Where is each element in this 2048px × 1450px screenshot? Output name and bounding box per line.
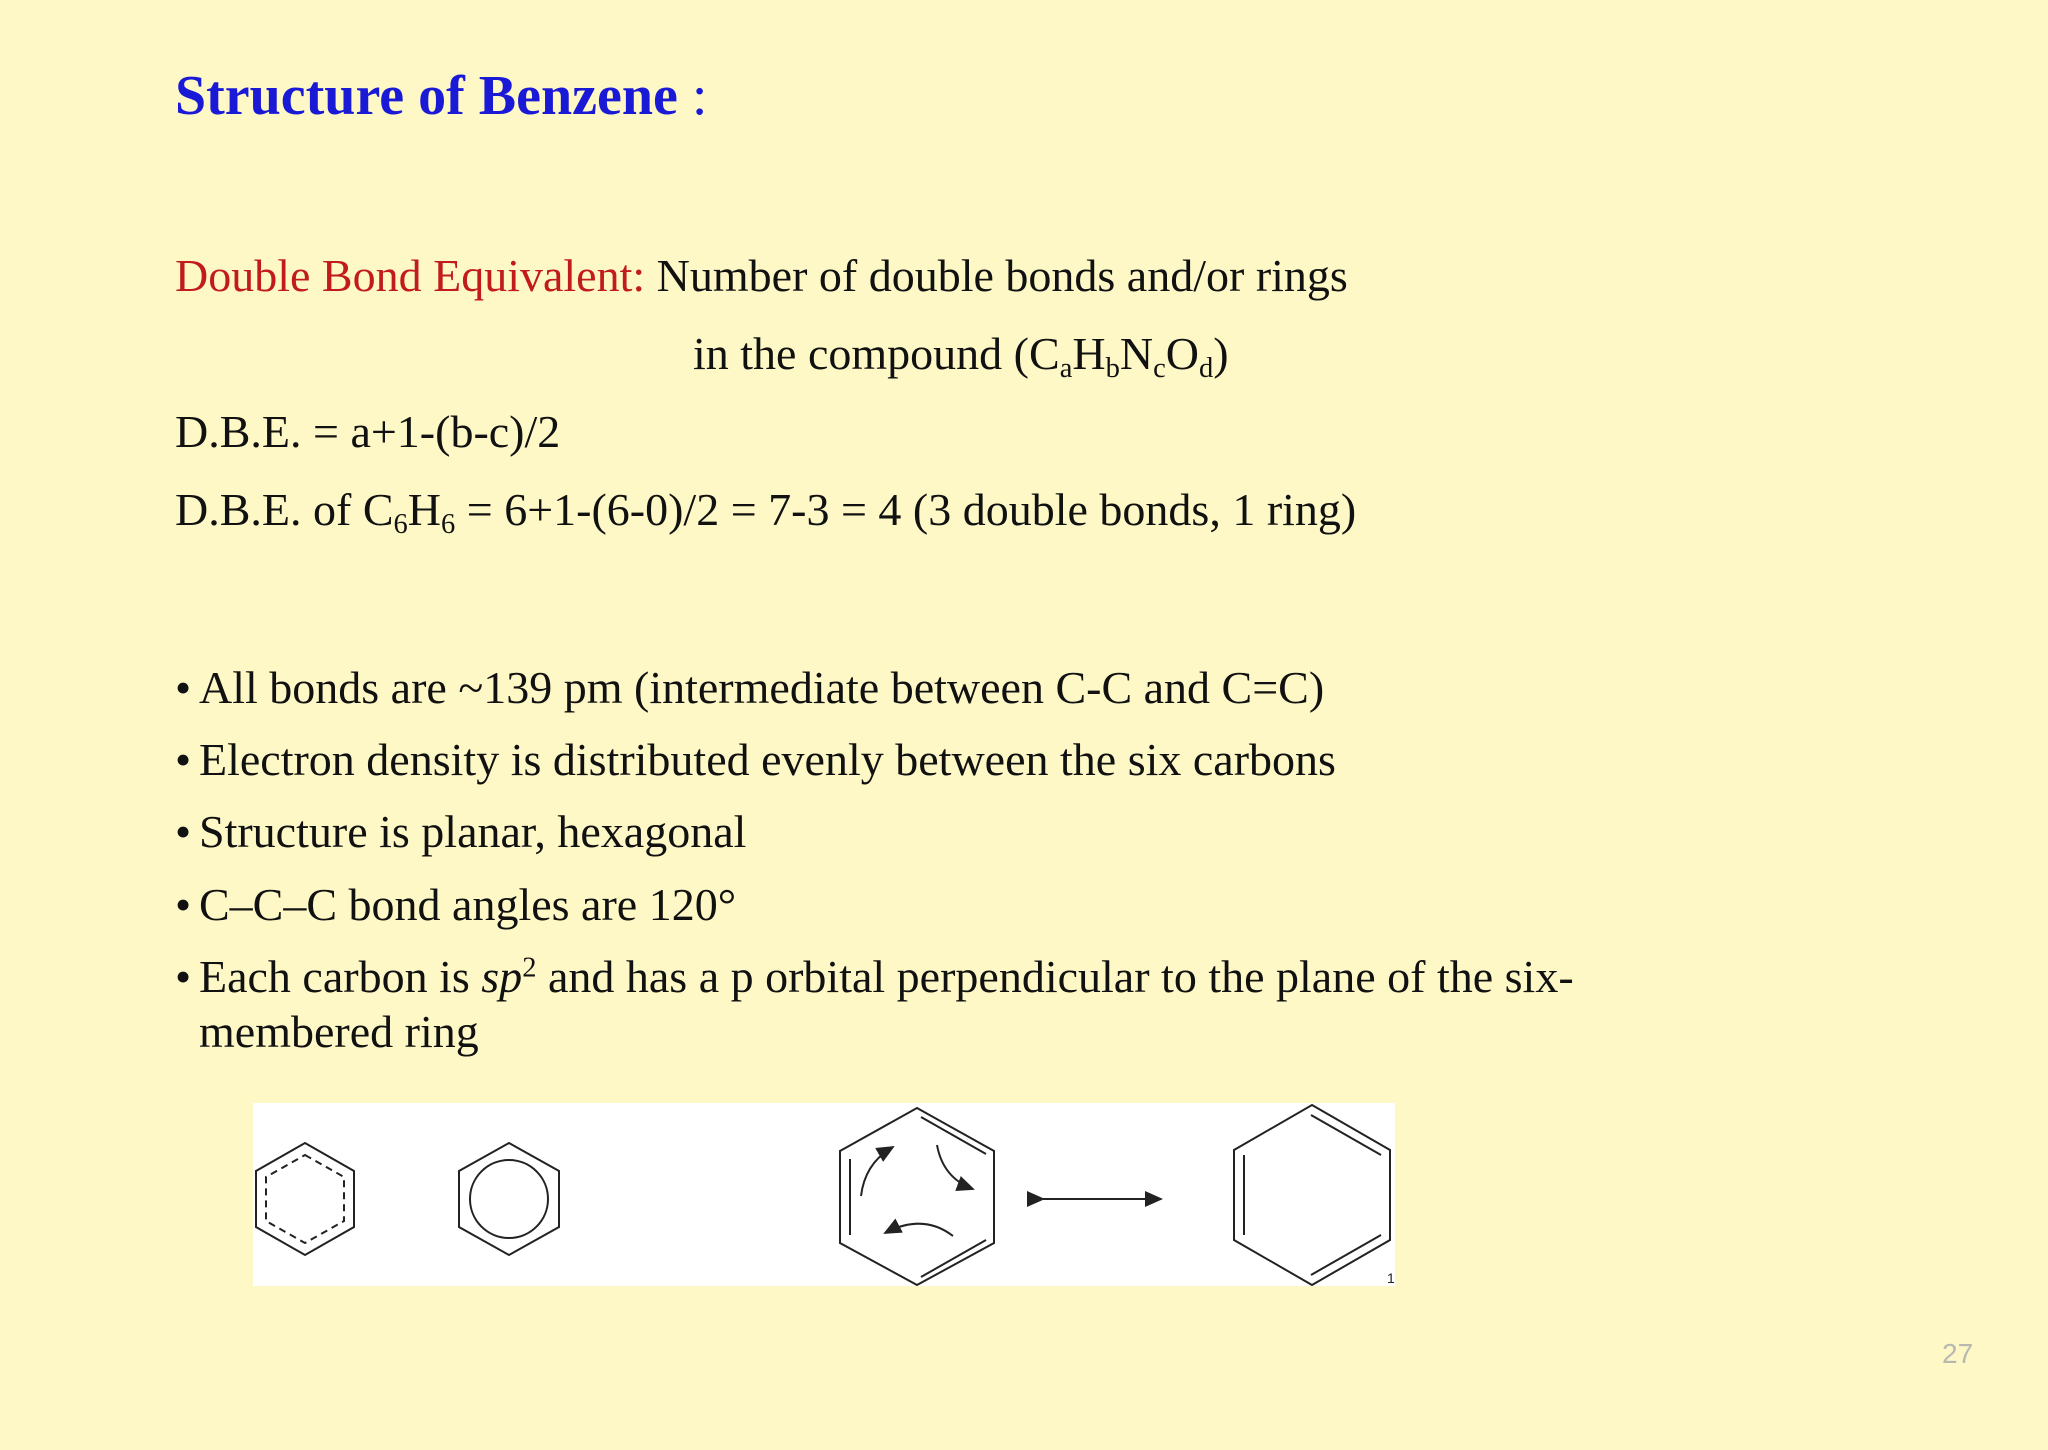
formula-n: N [1119,328,1154,379]
bullet5-post: and has a p orbital perpendicular to the plane of the six-membered ring [199,950,1574,1057]
bullet-dot: • [175,806,192,858]
slide-title [175,66,707,128]
page-number: 27 [1942,1338,1974,1369]
benzene-structures-figure [253,1103,1395,1286]
bullet-dot: • [175,662,192,713]
formula-h: H [1072,328,1106,379]
dbe-benzene-rest: = 6+1-(6-0)/2 = 7-3 = 4 (3 double bonds, 1 ring) [455,484,1357,535]
dbe-benzene-prefix: D.B.E. of C [175,484,394,535]
dbe-benzene-sub1: 6 [393,508,408,540]
list-item [175,877,1735,932]
list-item [175,732,1735,787]
benzene-circle-icon [459,1143,559,1255]
slide-title-colon: : [677,65,708,127]
bullet5-sup: 2 [522,952,537,984]
kekule-benzene-icon [1234,1105,1390,1285]
benzene-structures-svg [253,1103,1395,1286]
dbe-benzene-line [175,482,1357,540]
benzene-dashed-icon [256,1143,354,1255]
bullet-list [175,660,1735,1076]
benzene-resonance-arrows-icon [840,1108,994,1285]
bullet-text: Structure is planar, hexagonal [199,806,747,858]
list-item [175,804,1735,859]
formula-h-sub: b [1105,352,1120,384]
dbe-definition-cont: in the compound ( [693,328,1029,379]
dbe-label: Double Bond Equivalent: [175,250,646,301]
bullet-dot: • [175,878,192,930]
formula-n-sub: c [1153,352,1166,384]
dbe-definition-line [175,248,1348,303]
formula-o: O [1165,328,1199,379]
bullet5-pre: Each carbon is [199,950,482,1002]
bullet-text: C–C–C bond angles are 120° [199,878,737,930]
bullet-dot: • [175,734,192,786]
formula-c: C [1029,328,1060,379]
formula-c-sub: a [1059,352,1073,384]
list-item [175,660,1735,715]
dbe-benzene-sub2: 6 [441,508,456,540]
bullet-dot: • [175,950,192,1002]
dbe-formula: D.B.E. = a+1-(b-c)/2 [175,406,561,457]
formula-o-sub: d [1199,352,1214,384]
dbe-definition-continuation [693,326,1229,384]
slide-title-text: Structure of Benzene [175,65,678,127]
list-item [175,949,1735,1059]
dbe-benzene-h: H [407,484,441,535]
dbe-definition: Number of double bonds and/or rings [645,250,1348,301]
formula-close: ) [1213,328,1229,379]
figure-corner-mark: 1 [1387,1270,1395,1286]
bullet-text-sp2 [199,949,1735,1059]
bullet-text: All bonds are ~139 pm (intermediate between C-C and C=C) [199,662,1325,713]
bullet-text: Electron density is distributed evenly between the six carbons [199,734,1336,786]
bullet5-italic: sp [481,950,523,1002]
